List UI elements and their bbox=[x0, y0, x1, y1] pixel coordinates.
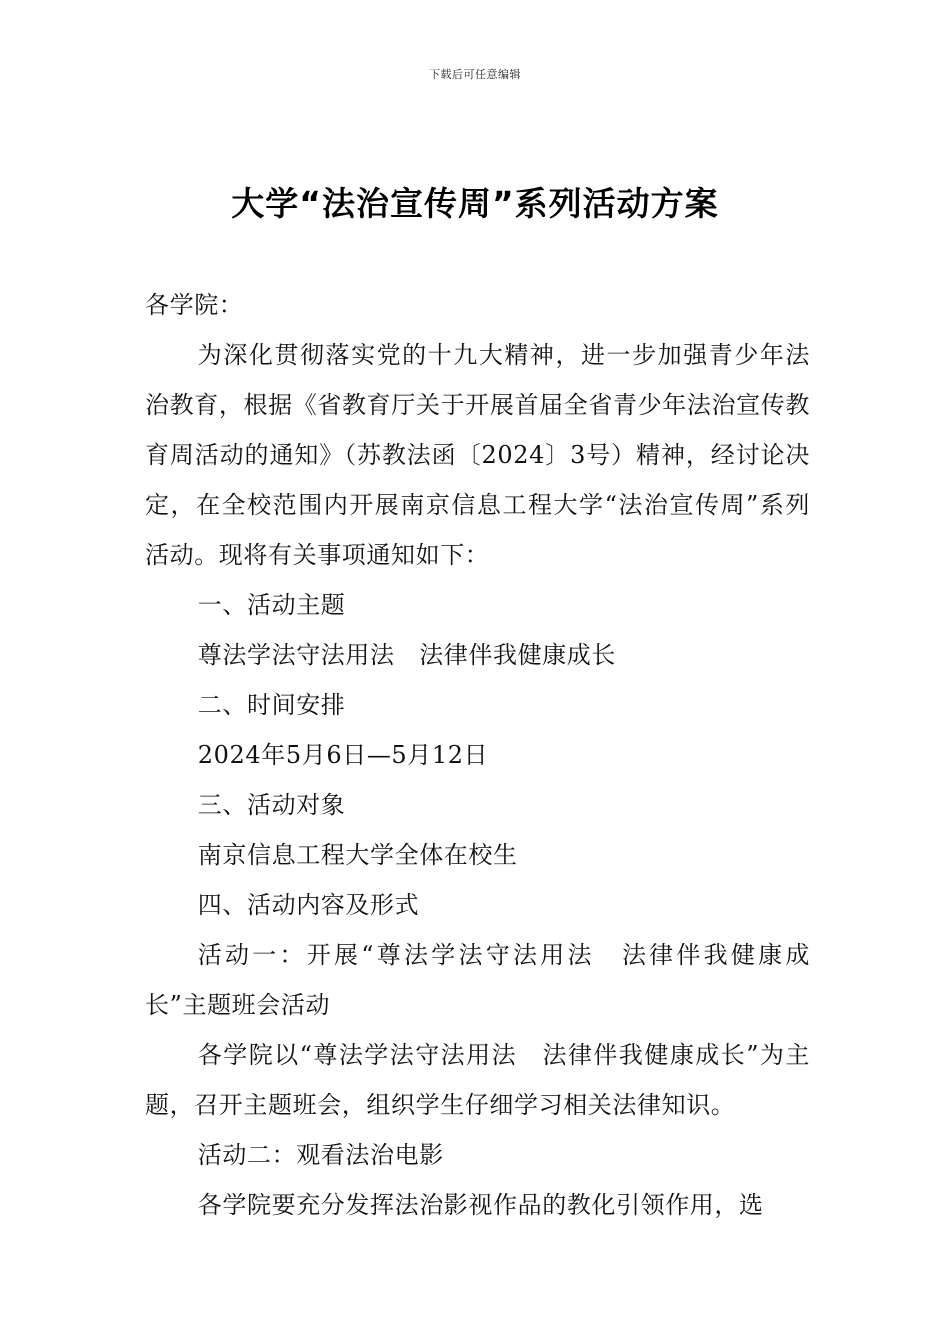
activity-two-heading: 活动二：观看法治电影 bbox=[197, 1141, 444, 1169]
document-body bbox=[145, 280, 810, 1230]
section-heading-content: 四、活动内容及形式 bbox=[197, 891, 420, 919]
section-heading-schedule: 二、时间安排 bbox=[197, 691, 346, 719]
activity-one-text: 各学院以“尊法学法守法用法 法律伴我健康成长”为主题，召开主题班会，组织学生仔细学习相关法律知识。 bbox=[145, 1041, 810, 1119]
audience-text: 南京信息工程大学全体在校生 bbox=[197, 841, 518, 869]
header-note: 下载后可任意编辑 bbox=[429, 68, 521, 81]
document-title: 大学“法治宣传周”系列活动方案 bbox=[231, 184, 719, 223]
activity-two-text: 各学院要充分发挥法治影视作品的教化引领作用，选 bbox=[197, 1191, 764, 1219]
schedule-text: 2024年5月6日—5月12日 bbox=[197, 741, 489, 769]
section-heading-theme: 一、活动主题 bbox=[197, 591, 346, 619]
section-heading-audience: 三、活动对象 bbox=[197, 791, 346, 819]
theme-text: 尊法学法守法用法 法律伴我健康成长 bbox=[197, 641, 616, 669]
activity-one-heading: 活动一：开展“尊法学法守法用法 法律伴我健康成长”主题班会活动 bbox=[145, 941, 810, 1019]
salutation: 各学院： bbox=[145, 291, 244, 319]
intro-paragraph: 为深化贯彻落实党的十九大精神，进一步加强青少年法治教育，根据《省教育厅关于开展首届全省青少年法治宣传教育周活动的通知》（苏教法函〔2024〕3号）精神，经讨论决定，在全校范围内开展南京信息工程大学“法治宣传周”系列活动。现将有关事项通知如下： bbox=[145, 341, 810, 569]
